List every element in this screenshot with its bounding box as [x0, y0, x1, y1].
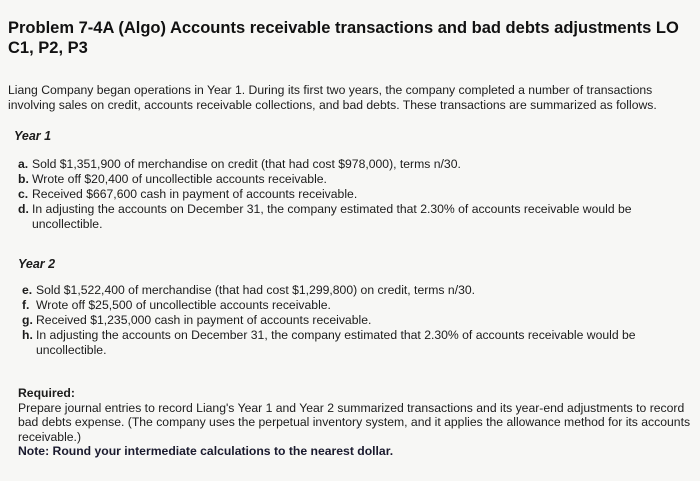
- transaction-letter: g.: [22, 313, 33, 327]
- transaction-text: Received $667,600 cash in payment of accounts receivable.: [32, 187, 358, 201]
- transaction-text: Received $1,235,000 cash in payment of accounts receivable.: [36, 313, 372, 327]
- transaction-letter: e.: [22, 283, 33, 297]
- year-1-label: Year 1: [14, 129, 52, 143]
- transaction-text: In adjusting the accounts on December 31, the company estimated that 2.30% of accounts receivable would be uncollectible.: [36, 328, 636, 357]
- transaction-item: [18, 202, 688, 232]
- transaction-text: Wrote off $25,500 of uncollectible accounts receivable.: [36, 298, 331, 312]
- required-section: [18, 386, 698, 459]
- year-2-transactions: [22, 283, 686, 358]
- transaction-letter: f.: [22, 298, 30, 312]
- transaction-item: [22, 328, 692, 358]
- transaction-item: [18, 187, 688, 202]
- transaction-item: [22, 313, 692, 328]
- transaction-letter: h.: [22, 328, 33, 342]
- transaction-text: Wrote off $20,400 of uncollectible accounts receivable.: [32, 172, 327, 186]
- rounding-note: Note: Round your intermediate calculations to the nearest dollar.: [18, 444, 394, 458]
- year-2-label: Year 2: [18, 257, 56, 271]
- problem-intro: Liang Company began operations in Year 1. During its first two years, the company completed a number of transactions involving sales on credit, accounts receivable collections, and bad debts. These transactions are summarized as follows.: [8, 83, 657, 112]
- transaction-letter: b.: [18, 172, 29, 186]
- required-text: Prepare journal entries to record Liang's Year 1 and Year 2 summarized transactions and its year-end adjustments to record bad debts expense. (The company uses the perpetual inventory system, and it applies the allowance method for its accounts receivable.): [18, 400, 691, 444]
- transaction-text: Sold $1,522,400 of merchandise (that had cost $1,299,800) on credit, terms n/30.: [36, 283, 476, 297]
- transaction-letter: c.: [18, 187, 29, 201]
- transaction-item: [22, 283, 692, 298]
- problem-title: Problem 7-4A (Algo) Accounts receivable transactions and bad debts adjustments LO C1, P2, P3: [8, 19, 679, 57]
- transaction-item: [18, 157, 688, 172]
- year-1-transactions: [18, 157, 686, 232]
- transaction-item: [22, 298, 692, 313]
- transaction-item: [18, 172, 688, 187]
- transaction-letter: a.: [18, 157, 29, 171]
- transaction-text: In adjusting the accounts on December 31, the company estimated that 2.30% of accounts receivable would be uncollectible.: [32, 202, 632, 231]
- required-heading: Required:: [18, 386, 75, 400]
- transaction-letter: d.: [18, 202, 29, 216]
- transaction-text: Sold $1,351,900 of merchandise on credit (that had cost $978,000), terms n/30.: [32, 157, 461, 171]
